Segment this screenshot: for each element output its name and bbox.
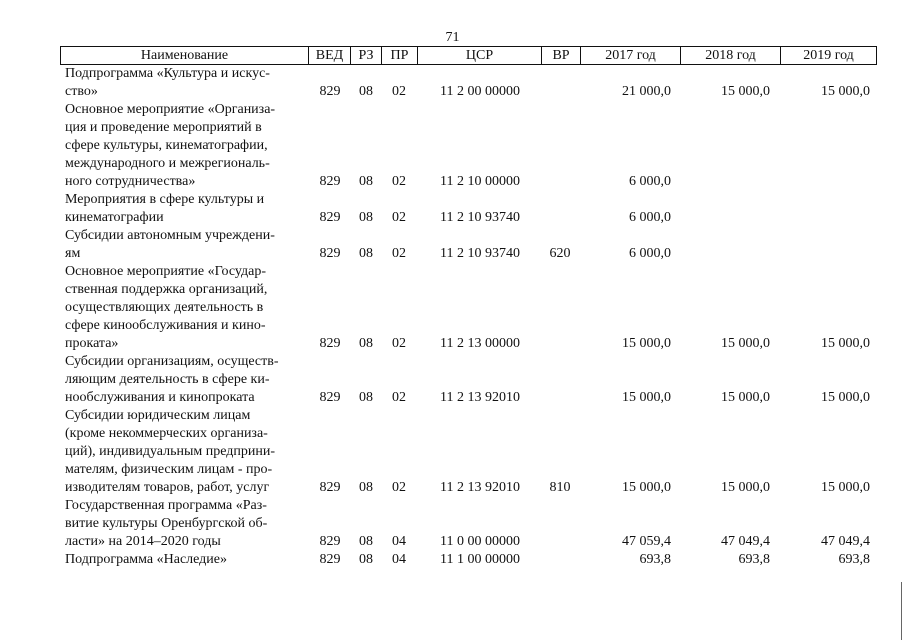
cell-ved: 829 bbox=[319, 480, 341, 495]
table-row bbox=[60, 191, 877, 227]
row-name-line: международного и межрегиональ- bbox=[65, 156, 270, 171]
table-row bbox=[60, 551, 877, 569]
row-name-line: изводителям товаров, работ, услуг bbox=[65, 480, 270, 495]
row-name-line: ям bbox=[65, 246, 81, 261]
cell-rz: 08 bbox=[359, 552, 373, 567]
cell-y2017: 21 000,0 bbox=[622, 84, 671, 99]
row-name-line: Основное мероприятие «Государ- bbox=[65, 264, 266, 279]
cell-y2019: 15 000,0 bbox=[821, 390, 870, 405]
cell-y2018: 15 000,0 bbox=[721, 336, 770, 351]
row-name-line: Подпрограмма «Наследие» bbox=[65, 552, 227, 567]
row-name-line: Основное мероприятие «Организа- bbox=[65, 102, 276, 117]
row-name bbox=[65, 407, 303, 497]
cell-csr: 11 2 13 92010 bbox=[440, 480, 520, 495]
cell-y2019: 15 000,0 bbox=[821, 336, 870, 351]
header-pr: ПР bbox=[381, 47, 417, 64]
cell-pr: 02 bbox=[392, 246, 406, 261]
cell-y2019: 15 000,0 bbox=[821, 84, 870, 99]
cell-vr bbox=[546, 335, 574, 353]
row-name-line: Субсидии организациям, осуществ- bbox=[65, 354, 279, 369]
cell-vr bbox=[546, 83, 574, 101]
cell-pr: 04 bbox=[392, 534, 406, 549]
cell-pr: 02 bbox=[392, 336, 406, 351]
cell-rz: 08 bbox=[359, 534, 373, 549]
table-body bbox=[60, 65, 877, 569]
cell-rz: 08 bbox=[359, 390, 373, 405]
cell-vr bbox=[546, 173, 574, 191]
cell-y2017: 693,8 bbox=[639, 552, 671, 567]
row-name-line: осуществляющих деятельность в bbox=[65, 300, 264, 315]
cell-csr: 11 2 10 93740 bbox=[440, 210, 520, 225]
cell-y2018 bbox=[682, 209, 770, 227]
cell-y2019 bbox=[782, 173, 870, 191]
row-name-line: Субсидии автономным учреждени- bbox=[65, 228, 275, 243]
cell-y2018: 15 000,0 bbox=[721, 390, 770, 405]
cell-y2019 bbox=[782, 209, 870, 227]
cell-csr: 11 1 00 00000 bbox=[440, 552, 520, 567]
cell-y2017: 6 000,0 bbox=[629, 174, 671, 189]
cell-csr: 11 2 13 92010 bbox=[440, 390, 520, 405]
cell-rz: 08 bbox=[359, 480, 373, 495]
row-name-line: сфере кинообслуживания и кино- bbox=[65, 318, 266, 333]
cell-rz: 08 bbox=[359, 174, 373, 189]
row-name-line: мателям, физическим лицам - про- bbox=[65, 462, 273, 477]
cell-y2018: 47 049,4 bbox=[721, 534, 770, 549]
cell-y2018 bbox=[682, 173, 770, 191]
cell-pr: 04 bbox=[392, 552, 406, 567]
header-ved: ВЕД bbox=[308, 47, 350, 64]
budget-table bbox=[60, 46, 877, 569]
row-name-line: ного сотрудничества» bbox=[65, 174, 196, 189]
cell-ved: 829 bbox=[319, 390, 341, 405]
cell-ved: 829 bbox=[319, 210, 341, 225]
cell-csr: 11 0 00 00000 bbox=[440, 534, 520, 549]
cell-pr: 02 bbox=[392, 210, 406, 225]
table-row bbox=[60, 353, 877, 407]
scan-edge-line bbox=[901, 582, 902, 640]
cell-y2018: 15 000,0 bbox=[721, 84, 770, 99]
cell-y2017: 6 000,0 bbox=[629, 246, 671, 261]
row-name-line: (кроме некоммерческих организа- bbox=[65, 426, 268, 441]
row-name-line: ляющим деятельность в сфере ки- bbox=[65, 372, 270, 387]
cell-pr: 02 bbox=[392, 84, 406, 99]
cell-vr bbox=[546, 389, 574, 407]
row-name bbox=[65, 227, 303, 263]
cell-y2017: 47 059,4 bbox=[622, 534, 671, 549]
cell-y2017: 15 000,0 bbox=[622, 480, 671, 495]
row-name-line: Подпрограмма «Культура и искус- bbox=[65, 66, 270, 81]
header-csr: ЦСР bbox=[417, 47, 541, 64]
cell-ved: 829 bbox=[319, 246, 341, 261]
cell-y2017: 15 000,0 bbox=[622, 390, 671, 405]
row-name-line: Субсидии юридическим лицам bbox=[65, 408, 251, 423]
row-name bbox=[65, 551, 303, 569]
row-name-line: Мероприятия в сфере культуры и bbox=[65, 192, 265, 207]
cell-y2019 bbox=[782, 245, 870, 263]
cell-pr: 02 bbox=[392, 174, 406, 189]
header-2017: 2017 год bbox=[580, 47, 680, 64]
cell-y2018: 693,8 bbox=[738, 552, 770, 567]
row-name-line: витие культуры Оренбургской об- bbox=[65, 516, 268, 531]
row-name-line: проката» bbox=[65, 336, 119, 351]
header-name: Наименование bbox=[140, 48, 229, 63]
cell-rz: 08 bbox=[359, 84, 373, 99]
cell-rz: 08 bbox=[359, 246, 373, 261]
table-header-row bbox=[60, 46, 877, 65]
table-row bbox=[60, 263, 877, 353]
cell-ved: 829 bbox=[319, 552, 341, 567]
cell-ved: 829 bbox=[319, 174, 341, 189]
table-row bbox=[60, 497, 877, 551]
cell-vr bbox=[546, 533, 574, 551]
page-number: 71 bbox=[445, 30, 460, 45]
row-name-line: ция и проведение мероприятий в bbox=[65, 120, 262, 135]
row-name bbox=[65, 353, 303, 407]
table-row bbox=[60, 227, 877, 263]
row-name bbox=[65, 191, 303, 227]
cell-y2019: 693,8 bbox=[838, 552, 870, 567]
cell-pr: 02 bbox=[392, 480, 406, 495]
row-name-line: ласти» на 2014–2020 годы bbox=[65, 534, 221, 549]
cell-ved: 829 bbox=[319, 534, 341, 549]
cell-y2019: 15 000,0 bbox=[821, 480, 870, 495]
table-row bbox=[60, 65, 877, 101]
row-name bbox=[65, 497, 303, 551]
cell-y2018 bbox=[682, 245, 770, 263]
row-name-line: ственная поддержка организаций, bbox=[65, 282, 268, 297]
cell-csr: 11 2 10 00000 bbox=[440, 174, 520, 189]
header-rz: РЗ bbox=[350, 47, 381, 64]
cell-rz: 08 bbox=[359, 336, 373, 351]
row-name bbox=[65, 65, 303, 101]
cell-ved: 829 bbox=[319, 84, 341, 99]
cell-vr bbox=[546, 209, 574, 227]
row-name-line: ство» bbox=[65, 84, 98, 99]
row-name-line: сфере культуры, кинематографии, bbox=[65, 138, 268, 153]
cell-y2018: 15 000,0 bbox=[721, 480, 770, 495]
cell-vr bbox=[546, 551, 574, 569]
row-name bbox=[65, 101, 303, 191]
header-2018: 2018 год bbox=[680, 47, 780, 64]
table-row bbox=[60, 407, 877, 497]
cell-y2019: 47 049,4 bbox=[821, 534, 870, 549]
cell-rz: 08 bbox=[359, 210, 373, 225]
row-name-line: Государственная программа «Раз- bbox=[65, 498, 267, 513]
cell-y2017: 6 000,0 bbox=[629, 210, 671, 225]
table-row bbox=[60, 101, 877, 191]
cell-pr: 02 bbox=[392, 390, 406, 405]
cell-vr: 620 bbox=[549, 246, 571, 261]
cell-vr: 810 bbox=[549, 480, 571, 495]
row-name-line: нообслуживания и кинопроката bbox=[65, 390, 255, 405]
header-2019: 2019 год bbox=[780, 47, 876, 64]
cell-y2017: 15 000,0 bbox=[622, 336, 671, 351]
cell-ved: 829 bbox=[319, 336, 341, 351]
cell-csr: 11 2 10 93740 bbox=[440, 246, 520, 261]
row-name-line: ций), индивидуальным предприни- bbox=[65, 444, 276, 459]
row-name-line: кинематографии bbox=[65, 210, 164, 225]
cell-csr: 11 2 00 00000 bbox=[440, 84, 520, 99]
row-name bbox=[65, 263, 303, 353]
cell-csr: 11 2 13 00000 bbox=[440, 336, 520, 351]
header-vr: ВР bbox=[541, 47, 580, 64]
